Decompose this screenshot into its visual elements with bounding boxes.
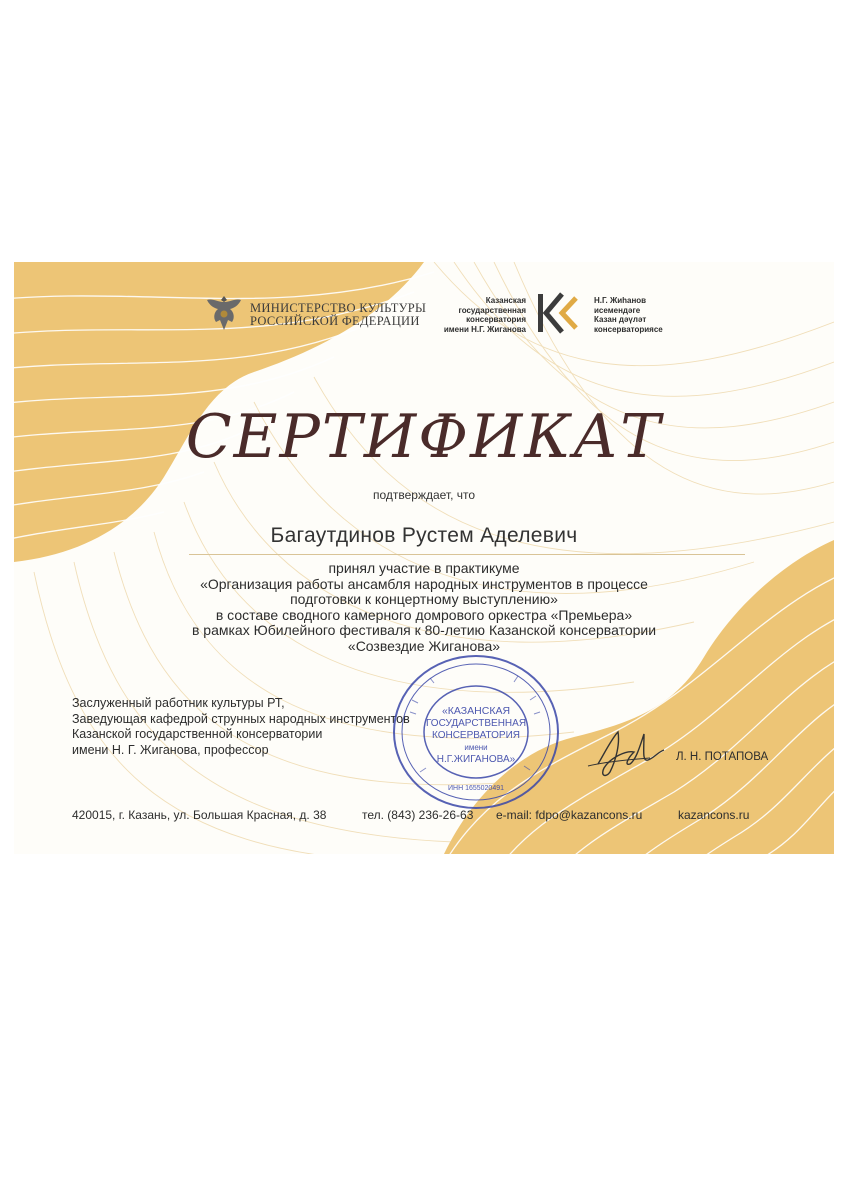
- conservatory-tt-line1: Н.Г. Жиһанов: [594, 296, 647, 305]
- handwritten-signature: [584, 724, 670, 780]
- stamp-line1: «КАЗАНСКАЯ: [441, 705, 511, 717]
- recipient-name: Багаутдинов Рустем Аделевич: [270, 524, 578, 547]
- footer-address: 420015, г. Казань, ул. Большая Красная, д. 38: [72, 808, 327, 822]
- conservatory-name-tt: [594, 296, 663, 334]
- conservatory-kk-logo-icon: [532, 290, 586, 336]
- ministry-line2: РОССИЙСКОЙ ФЕДЕРАЦИИ: [250, 314, 420, 328]
- official-stamp: [390, 652, 562, 812]
- conservatory-tt-line2: исемендәге: [594, 305, 641, 315]
- conservatory-tt-line4: консерваториясе: [594, 324, 663, 334]
- body-line: в составе сводного камерного домрового оркестра «Премьера»: [215, 606, 633, 623]
- stamp-line4: имени: [464, 743, 488, 752]
- position-line: Заведующая кафедрой струнных народных инструментов: [72, 711, 410, 726]
- body-line: в рамках Юбилейного фестиваля к 80-летию Казанской консерватории: [191, 622, 657, 639]
- stamp-line5: Н.Г.ЖИГАНОВА»: [436, 754, 516, 765]
- conservatory-ru-line3: консерватория: [466, 315, 526, 324]
- body-line: подготовки к концертному выступлению»: [290, 591, 558, 608]
- position-line: имени Н. Г. Жиганова, профессор: [72, 742, 269, 757]
- conservatory-tt-line3: Казан дәүләт: [594, 315, 647, 324]
- certificate: [14, 262, 834, 854]
- conservatory-name-ru: [422, 296, 526, 334]
- stamp-inn: ИНН 1655020491: [447, 785, 505, 792]
- ministry-name: [250, 302, 426, 328]
- body-line: «Созвездие Жиганова»: [347, 637, 501, 654]
- body-line: принял участие в практикуме: [328, 560, 520, 576]
- conservatory-ru-line4: имени Н.Г. Жиганова: [443, 324, 526, 334]
- name-underline: [189, 554, 745, 555]
- footer-email[interactable]: e-mail: fdpo@kazancons.ru: [496, 808, 643, 822]
- certificate-body: [14, 561, 834, 655]
- confirms-text: подтверждает, что: [372, 488, 476, 502]
- conservatory-ru-line1: Казанская: [485, 296, 526, 305]
- footer-website[interactable]: kazancons.ru: [678, 808, 750, 822]
- eagle-emblem-icon: [206, 292, 242, 334]
- stamp-line3: КОНСЕРВАТОРИЯ: [431, 730, 521, 741]
- position-line: Казанской государственной консерватории: [72, 727, 323, 741]
- signatory-name: Л. Н. ПОТАПОВА: [676, 751, 769, 763]
- stamp-line2: ГОСУДАРСТВЕННАЯ: [425, 718, 527, 729]
- conservatory-ru-line2: государственная: [458, 305, 526, 315]
- signatory-position: [72, 696, 410, 758]
- ministry-line1: МИНИСТЕРСТВО КУЛЬТУРЫ: [250, 301, 427, 315]
- certificate-title: СЕРТИФИКАТ: [185, 402, 663, 472]
- position-line: Заслуженный работник культуры РТ,: [72, 696, 285, 710]
- body-line: «Организация работы ансамбля народных инструментов в процессе: [200, 575, 648, 592]
- footer-phone: тел. (843) 236-26-63: [362, 808, 474, 822]
